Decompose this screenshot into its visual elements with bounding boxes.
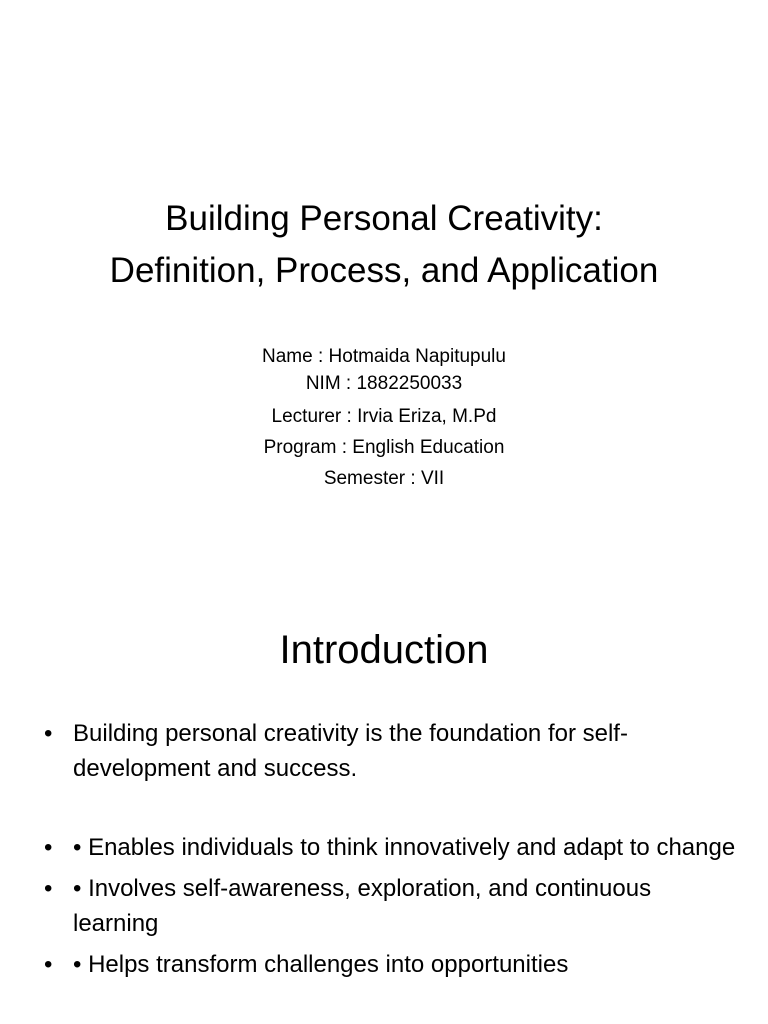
slide-title: Introduction [279, 628, 489, 672]
list-item [40, 830, 740, 865]
lecturer-name: Lecturer : Irvia Eriza, M.Pd [271, 406, 497, 427]
list-item [40, 716, 740, 786]
student-name: Name : Hotmaida Napitupulu [262, 346, 506, 367]
student-nim: NIM : 1882250033 [305, 373, 463, 394]
bullet-text: • Enables individuals to think innovatively and adapt to change [73, 834, 736, 861]
title-line-1: Building Personal Creativity: [165, 199, 603, 238]
title-line-2: Definition, Process, and Application [109, 251, 659, 290]
introduction-slide [0, 576, 768, 1024]
bullet-text: • Helps transform challenges into opportunities [73, 951, 569, 978]
author-info [0, 343, 768, 494]
bullet-text: Building personal creativity is the foundation for self-development and success. [73, 720, 628, 782]
list-item [40, 871, 740, 941]
bullet-icon: • [44, 720, 53, 747]
bullet-list [40, 716, 740, 982]
bullet-icon: • [44, 834, 53, 861]
presentation-title [0, 193, 768, 297]
semester: Semester : VII [323, 468, 445, 489]
list-item [40, 947, 740, 982]
bullet-text: • Involves self-awareness, exploration, and continuous learning [73, 875, 652, 937]
program-name: Program : English Education [263, 437, 505, 458]
bullet-icon: • [44, 875, 53, 902]
bullet-icon: • [44, 951, 53, 978]
